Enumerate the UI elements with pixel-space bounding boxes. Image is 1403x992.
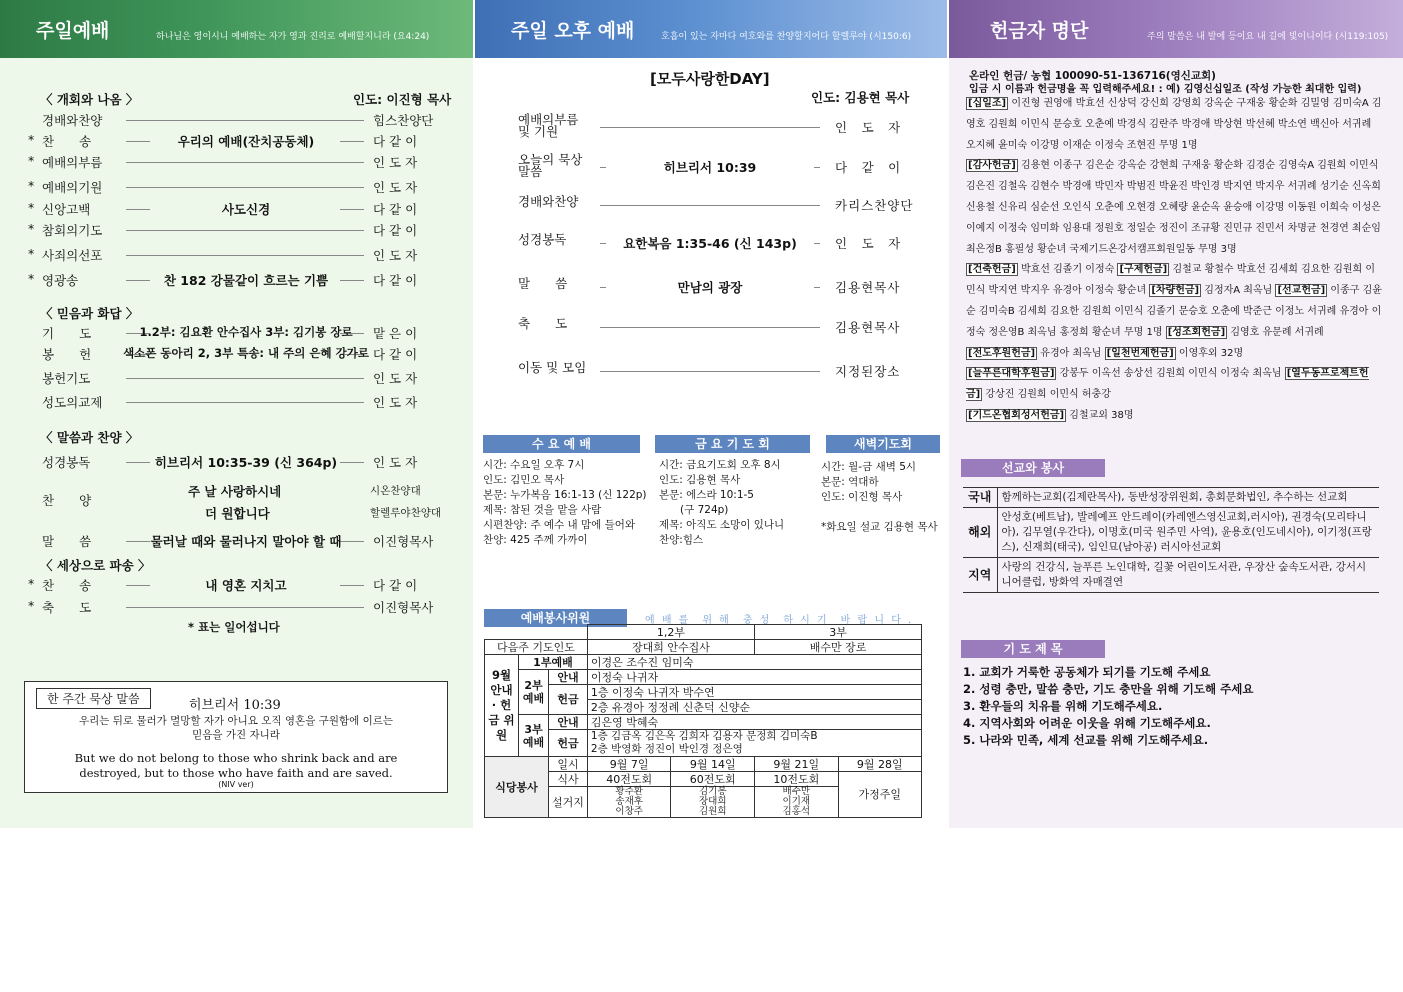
date-label: 일시 [549,757,588,772]
section-opening: 〈 개회와 나옴 〉 [40,92,139,107]
order-label: 예배의부름 [42,155,103,170]
donor-names: 강봉두 이옥선 송상선 김원희 이민식 이정숙 최옥님 [1059,368,1282,380]
donation-category: [늘푸른대학후원금] [968,368,1055,380]
afternoon-row [518,318,928,336]
leader-dash [126,402,364,403]
donor-names: 김정자A 최옥님 [1204,285,1273,297]
anthem-line2: 더 원합니다 [205,506,270,521]
info-line: 찬양: 425 주께 가까이 [483,534,588,546]
order-performer: 인 도 자 [373,371,418,386]
order-row [28,598,448,616]
prayer-item: 4. 지역사회와 어려운 이웃을 위해 기도해주세요. [963,716,1211,730]
online-note: 입금 시 이름과 헌금명을 꼭 입력해주세요! : 예) 김영신십일조 (작성 가능한 최대한 입력) [969,84,1362,95]
meal-label: 식사 [549,772,588,787]
info-line: (구 724p) [659,504,729,516]
order-label: 축 도 [42,600,92,615]
order-label: 말 씀 [42,534,92,549]
sunday-service-column [0,0,473,828]
dish-2: 김기봉 장대희 김원희 [671,787,755,818]
third-offer-1: 1층 김금옥 김은옥 김희자 김용자 문정희 김미숙B 2층 박영화 정진이 박인경 정은영 [587,730,921,757]
wednesday-info [483,458,647,548]
family-sunday: 가정주일 [838,772,921,818]
order-performer: 인 도 자 [373,155,418,170]
leader-dash [600,167,606,168]
meditation-title: 한 주간 묵상 말씀 [36,688,151,709]
donor-names: 김철교외 38명 [1069,409,1134,421]
leader-dash [600,243,606,244]
meditation-english-1: But we do not belong to those who shrink back and are [74,751,398,765]
order-label: 사죄의선포 [42,248,103,263]
donation-category: [차량헌금] [1151,285,1200,297]
event-title: [모두사랑한DAY] [650,70,770,88]
order-label: 봉 헌 [42,347,92,362]
meal-3: 10전도회 [755,772,839,787]
leader-dash [126,378,364,379]
date-4: 9월 28일 [838,757,921,772]
third-service-label: 3부 예배 [519,715,549,757]
order-content: 우리의 예배(잔치공동체) [177,134,315,149]
order-label: 찬 송 [42,578,92,593]
prayer-header: 기 도 제 목 [961,640,1105,658]
order-label: 봉헌기도 [42,371,91,386]
prayer-list [963,664,1253,749]
section-faith: 〈 믿음과 화답 〉 [40,306,139,321]
order-row [28,221,448,239]
leader-dash [600,205,820,206]
order-performer: 다 같 이 [373,578,418,593]
order-row [28,453,448,471]
anthem-choir1: 시온찬양대 [370,485,421,497]
donation-category: [십일조] [968,98,1007,109]
info-line: 인도: 이진형 목사 [821,491,903,503]
order-performer: 이진형목사 [373,534,434,549]
second-offer-2: 2층 유경아 정정례 신춘덕 신양순 [587,700,921,715]
afternoon-leader: 인도: 김용현 목사 [811,90,910,105]
leader-dash [340,141,364,142]
mission-targets: 안성호(베트남), 발레예프 안드레이(카레엔스영신교회,러시아), 권경숙(모리타니아), 김무열(우간다), 이명호(미국 원주민 사역), 윤용호(인도네시아), 이기정(프랑스), 신재희(태국), 임인묘(남아공) 러시아선교회 [997,508,1379,558]
mission-table [963,487,1379,593]
stand-star: * [28,178,35,193]
order-content: 1.2부: 김요환 안수집사 3부: 김기봉 장로 [139,325,353,339]
service-committee-header: 예배봉사위원 [484,609,627,627]
dawn-info [821,460,938,535]
mission-targets: 사랑의 건강식, 늘푸른 노인대학, 길꽃 어린이도서관, 우장산 숲속도서관, 강서시니어클럽, 방화역 자매결연 [997,558,1379,593]
donation-category: [기드온협회성서헌금] [968,409,1065,421]
stand-star: * [28,576,35,591]
info-line: 제목: 참된 것을 맡을 사람 [483,504,602,516]
stand-star: * [28,598,35,613]
afternoon-label: 말 씀 [518,276,568,291]
info-line: *화요일 설교 김용현 목사 [821,521,938,533]
guide-label-2: 안내 [549,670,588,685]
online-account: 온라인 헌금/ 농협 100090-51-136716(영신교회) [969,70,1216,82]
third-guide-names: 김은영 박혜숙 [587,715,921,730]
afternoon-performer: 카리스찬양단 [835,198,914,213]
wednesday-header: 수 요 예 배 [483,435,640,453]
afternoon-service-verse: 호흡이 있는 자마다 여호와를 찬양할지어다 할렐루야 (시150:6) [661,32,912,42]
opening-leader: 인도: 이진형 목사 [353,92,452,107]
date-1: 9월 7일 [587,757,671,772]
info-line [821,505,938,520]
dish-1: 황주환 송재후 이창주 [587,787,671,818]
afternoon-row [518,362,928,380]
leader-dash [126,280,150,281]
afternoon-service-column [475,0,947,828]
donor-names: 이영후외 32명 [1178,347,1244,359]
date-2: 9월 14일 [671,757,755,772]
sunday-service-title: 주일예배 [36,19,110,42]
offer-label-3: 헌금 [549,730,588,757]
service-slogan: 예 배 를 위 해 충 성 하 시 기 바 랍 니 다 . [645,615,914,626]
stand-star: * [28,246,35,261]
donation-category: [전도후원헌금] [968,347,1036,359]
first-service-names: 이경은 조수진 임미숙 [587,655,921,670]
afternoon-label: 경배와찬양 [518,194,579,209]
month-label: 9월 안내 · 헌금 위원 [485,655,519,757]
order-content: 사도신경 [221,202,271,217]
donor-names: 김철교 황철수 박효선 김세희 김요한 김원희 이민식 박지연 박지우 유경아 이정숙 황순녀 [966,264,1376,297]
stand-star: * [28,153,35,168]
afternoon-content: 히브리서 10:39 [663,160,757,175]
order-row [28,369,448,387]
leader-dash [126,120,364,121]
meditation-english-2: destroyed, but to those who have faith and are saved. [79,766,393,780]
prayer-item: 5. 나라와 민족, 세계 선교를 위해 기도해주세요. [963,733,1209,747]
afternoon-row [518,152,928,179]
order-performer: 이진형목사 [373,600,434,615]
order-performer: 맡 은 이 [373,326,418,341]
order-row [28,532,448,550]
donation-category: [선교헌금] [1277,285,1326,297]
afternoon-performer: 다 같 이 [835,160,902,175]
meal-service-label: 식당봉사 [485,757,549,818]
order-label: 찬 송 [42,134,92,149]
first-service-label: 1부예배 [519,655,588,670]
info-line: 시간: 수요일 오후 7시 [483,459,585,471]
mission-targets: 함께하는교회(김제란목사), 동반성장위원회, 총회문화법인, 추수하는 선교회 [997,488,1379,508]
second-guide-names: 이정숙 나귀자 [587,670,921,685]
order-performer: 인 도 자 [373,180,418,195]
afternoon-performer: 인 도 자 [835,120,902,135]
second-offer-1: 1층 이정숙 나귀자 박수연 [587,685,921,700]
donation-category: [구제헌금] [1119,264,1168,276]
afternoon-content: 만남의 광장 [677,280,743,295]
donation-category: [일천번제헌금] [1106,347,1174,359]
leader-dash [340,209,364,210]
order-row [28,200,448,218]
leader-dash [600,287,606,288]
leader-dash [126,187,364,188]
leader-dash [126,541,150,542]
order-label: 성경봉독 [42,455,91,470]
info-line: 시간: 월-금 새벽 5시 [821,461,917,473]
leader-dash [126,462,150,463]
section-word: 〈 말씀과 찬양 〉 [40,430,139,445]
stand-star: * [28,271,35,286]
leader-dash [600,371,820,372]
order-row [28,324,448,342]
stand-star: * [28,132,35,147]
sunday-service-header [0,0,473,58]
leader-dash [126,255,364,256]
afternoon-service-title: 주일 오후 예배 [511,19,635,42]
order-performer: 다 같 이 [373,273,418,288]
afternoon-label: 축 도 [518,316,568,331]
col-12: 1,2부 [587,625,754,640]
order-label: 경배와찬양 [42,113,103,128]
mission-region: 국내 [963,488,997,508]
order-label: 영광송 [42,273,79,288]
afternoon-performer: 인 도 자 [835,236,902,251]
info-line: 본문: 누가복음 16:1-13 (신 122p) [483,489,647,501]
next-prayer-3: 배수만 장로 [755,640,922,655]
next-prayer-12: 장대희 안수집사 [587,640,754,655]
anthem-choir2: 할렐루야찬양대 [370,507,442,519]
order-content: 내 영혼 지치고 [205,578,287,593]
donors-title: 헌금자 명단 [990,19,1089,42]
leader-dash [600,327,820,328]
date-3: 9월 21일 [755,757,839,772]
afternoon-performer: 지정된장소 [835,364,901,379]
afternoon-label: 예배의부름 및 기원 [518,112,579,139]
order-row [28,178,448,196]
order-row [28,132,448,150]
leader-dash [340,585,364,586]
next-prayer-label: 다음주 기도인도 [485,640,588,655]
order-content: 물러날 때와 물러나지 말아야 할 때 [150,534,342,549]
afternoon-label: 성경봉독 [518,232,567,247]
prayer-item: 2. 성령 충만, 말씀 충만, 기도 충만을 위해 기도해 주세요 [963,682,1254,696]
afternoon-performer: 김용현목사 [835,320,901,335]
leader-dash [340,541,364,542]
order-performer: 다 같 이 [373,202,418,217]
donor-names: 김영호 유문례 서귀례 [1230,326,1324,338]
donors-header [949,0,1403,58]
order-row [28,111,448,129]
dish-label: 설거지 [549,787,588,818]
friday-header: 금 요 기 도 회 [655,435,810,453]
order-row [28,393,448,411]
leader-dash [126,162,364,163]
afternoon-row [518,112,928,139]
info-line: 시편찬양: 주 예수 내 맘에 들어와 [483,519,636,531]
prayer-item: 1. 교회가 거룩한 공동체가 되기를 기도해 주세요 [963,665,1211,679]
donation-category: [감사헌금] [968,160,1016,172]
afternoon-row [518,234,928,252]
afternoon-row [518,278,928,296]
order-performer: 다 같 이 [373,223,418,238]
leader-dash [814,243,820,244]
second-service-label: 2부 예배 [519,670,549,715]
donor-names: 강상진 김원희 이민식 허충강 [985,389,1111,401]
mission-row [963,508,1379,558]
afternoon-content: 요한복음 1:35-46 (신 143p) [623,236,797,251]
donors-verse: 주의 말씀은 내 발에 등이요 내 길에 빛이니이다 (시119:105) [1147,32,1389,42]
order-performer: 다 같 이 [373,134,418,149]
meal-2: 60전도회 [671,772,755,787]
mission-row [963,558,1379,593]
stand-note: * 표는 일어섭니다 [188,620,280,634]
afternoon-performer: 김용현목사 [835,280,901,295]
order-row [28,271,448,289]
mission-region: 지역 [963,558,997,593]
donation-category: [열두동프로젝트헌금] [966,368,1369,401]
mission-region: 해외 [963,508,997,558]
leader-dash [600,127,820,128]
order-row [28,345,448,363]
order-label: 신앙고백 [42,202,91,217]
order-label: 성도의교제 [42,395,103,410]
order-performer: 인 도 자 [373,248,418,263]
order-row [28,576,448,594]
order-content: 색소폰 동아리 2, 3부 특송: 내 주의 은혜 강가로 [123,346,369,360]
meal-1: 40전도회 [587,772,671,787]
order-content: 히브리서 10:35-39 (신 364p) [154,455,338,470]
order-performer: 인 도 자 [373,455,418,470]
leader-dash [340,462,364,463]
leader-dash [126,209,150,210]
afternoon-service-header [475,0,947,58]
info-line: 시간: 금요기도회 오후 8시 [659,459,781,471]
leader-dash [126,230,364,231]
dish-3: 배수만 이기재 김홍석 [755,787,839,818]
leader-dash [814,287,820,288]
info-line: 제목: 아직도 소망이 있나니 [659,519,785,531]
col-3: 3부 [755,625,922,640]
section-sending: 〈 세상으로 파송 〉 [40,558,151,573]
info-line: 본문: 역대하 [821,476,879,488]
friday-info [659,458,784,548]
leader-dash [126,141,150,142]
order-row [28,246,448,264]
meditation-version: (NIV ver) [218,780,254,789]
order-label: 기 도 [42,326,92,341]
order-row [28,153,448,171]
info-line: 찬양:힘스 [659,534,704,546]
donor-list [966,94,1384,427]
donor-names: 유경아 최옥님 [1040,347,1102,359]
sunday-service-verse: 하나님은 영이시니 예배하는 자가 영과 진리로 예배할지니라 (요4:24) [156,32,430,42]
mission-row [963,488,1379,508]
anthem-line1: 주 날 사랑하시네 [188,484,282,499]
meditation-korean-2: 믿음을 가진 자니라 [192,729,280,741]
afternoon-row [518,196,928,214]
meditation-korean-1: 우리는 뒤로 물러가 멸망할 자가 아니요 오직 영혼을 구원함에 이르는 [78,715,394,727]
guide-label-3: 안내 [549,715,588,730]
order-label: 참회의기도 [42,223,103,238]
stand-star: * [28,200,35,215]
mission-header: 선교와 봉사 [961,459,1105,477]
info-line: 인도: 김민오 목사 [483,474,565,486]
order-performer: 인 도 자 [373,395,418,410]
leader-dash [340,280,364,281]
prayer-item: 3. 환우들의 치유를 위해 기도해주세요. [963,699,1163,713]
meditation-box [24,681,448,793]
info-line: 인도: 김용현 목사 [659,474,741,486]
order-performer: 힘스찬양단 [373,113,434,128]
meditation-reference: 히브리서 10:39 [189,698,281,713]
offer-label-2: 헌금 [549,685,588,715]
donor-names: 박효선 김졸기 이정숙 [1020,264,1115,276]
stand-star: * [28,221,35,236]
donation-category: [건축헌금] [968,264,1016,276]
leader-dash [126,585,150,586]
afternoon-label: 오늘의 묵상 말씀 [518,152,583,179]
order-label: 찬 양 [42,493,92,508]
donor-names: 김용현 이종구 김은순 강옥순 강현희 구재웅 황순화 김경순 김영숙A 김원희 이민식 김은진 김철옥 김현수 박경애 박민자 박범진 박윤진 박인경 박지연 박지우 서귀례 성기순 신옥희 신용철 신유리 심순선 오인식 오춘예 오현경 오혜량 윤순옥 윤승애 이강명 이동원 이희숙 이성은 이예지 이정숙 임미화 임용대 정원호 정일순 정진이 조규황 진민규 진민서 차명균 천경연 최순임 최은정B 홍필성 황순녀 국제기드온강서캠프회원일동 무명 3명 [966,160,1381,255]
order-performer: 다 같 이 [373,347,418,362]
donor-names: 이진형 권영애 박효선 신상덕 강신희 강영희 강옥순 구재웅 황순화 김밀영 김미숙A 김영호 김원희 이민식 문승호 오춘예 박경식 김란주 박경애 박상현 박선혜 박소연 백신아 서귀례 오지혜 윤미숙 이강명 이재순 이정숙 조현진 무명 1명 [966,98,1382,151]
afternoon-label: 이동 및 모임 [518,360,587,375]
donor-names: 이종구 김윤순 김미숙B 김세희 김요한 김원희 이민식 김졸기 문승호 오춘예 박준근 이정노 서귀례 유경아 이정숙 정은영B 최옥님 홍정희 황순녀 무명 1명 [966,285,1382,338]
order-label: 예배의기원 [42,180,103,195]
info-line: 본문: 에스라 10:1-5 [659,489,754,501]
order-content: 찬 182 강물같이 흐르는 기쁨 [163,273,329,288]
donation-category: [성조회헌금] [1167,326,1226,338]
leader-dash [126,607,364,608]
service-table [484,624,922,818]
dawn-header: 새벽기도회 [826,435,940,453]
leader-dash [814,167,820,168]
